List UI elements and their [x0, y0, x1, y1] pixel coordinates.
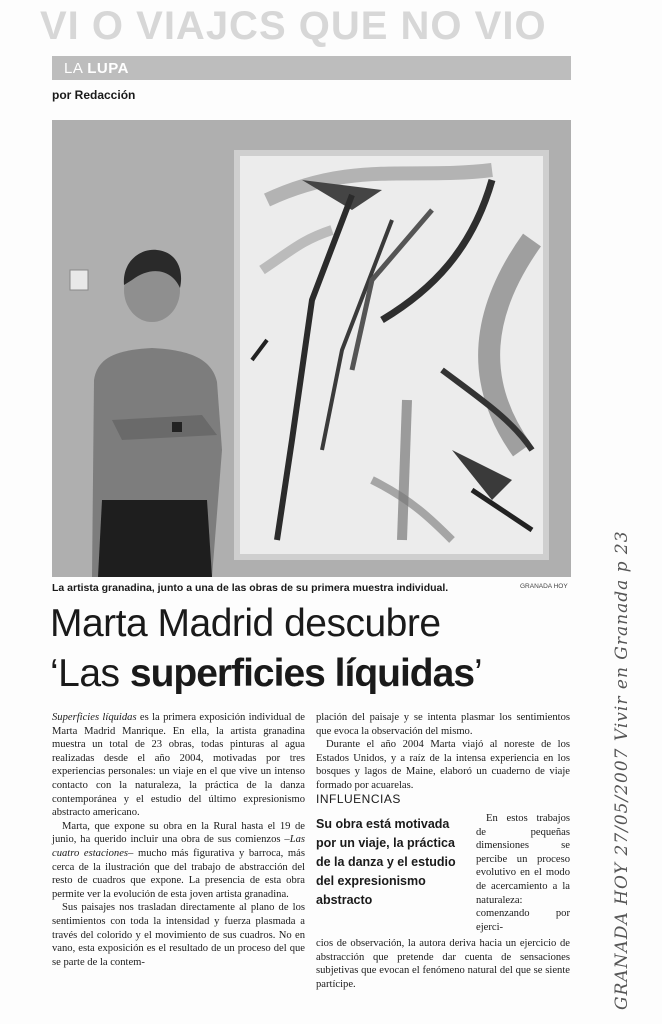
italic-title: Las cuatro estaciones — [52, 834, 305, 859]
paragraph — [52, 820, 305, 902]
handwritten-note: GRANADA HOY 27/05/2007 Vivir en Granada p 23 — [612, 530, 632, 1010]
paragraph: En estos trabajos de pequeñas dimensiones se percibe un proceso evolutivo en el modo de acercamiento a la naturaleza: comenzando por ejerci- — [476, 813, 570, 933]
paragraph-text: es la primera exposición individual de Marta Madrid Manrique. En ella, la artista granadina muestra un total de 23 obras, todas pinturas al agua realizadas desde el año 2004, motivadas por tres experiencias personales: un viaje en el que vive un intenso contacto con la naturaleza, la práctica de la danza contemporánea y el estudio del último expresionismo abstracto americano. — [52, 712, 305, 819]
section-name: LUPA — [87, 60, 129, 77]
section-bar — [52, 56, 571, 80]
italic-title: Superficies líquidas — [52, 712, 137, 723]
headline-quote-open: ‘Las — [50, 652, 130, 695]
headline-bold: superficies líquidas — [129, 652, 475, 695]
paragraph: Durante el año 2004 Marta viajó al noreste de los Estados Unidos, y a raíz de la intensa experiencia en los bosques y lagos de Maine, elaboró un cuaderno de viaje formado por acuarelas. — [316, 739, 570, 791]
paragraph: plación del paisaje y se intenta plasmar los sentimientos que evoca la observación del mismo. — [316, 712, 570, 737]
subhead: INFLUENCIAS — [316, 792, 401, 806]
photo-illustration — [52, 120, 571, 577]
bleed-through-text: VI O VIAJCS QUE NO VIO — [40, 4, 547, 48]
article-column-2-narrow — [476, 812, 570, 934]
paragraph-text: Marta, que expone su obra en la Rural hasta el 19 de junio, ha querido incluir una obra de sus comienzos – — [52, 820, 305, 846]
paragraph — [52, 901, 305, 969]
section-prefix: LA — [64, 60, 83, 77]
article-column-2-bottom — [316, 937, 570, 991]
paragraph-text: Sus paisajes nos trasladan directamente al plano de los sentimientos con toda la intensidad y fuerza plasmada a través del colorido y el movimiento de sus cuadros. No en vano, esta exposición es el resultado de un proceso del que se parte de la contem- — [52, 902, 305, 968]
headline-line-2 — [50, 650, 482, 698]
article-column-2-top — [316, 711, 570, 793]
headline-quote-close: ’ — [474, 652, 483, 695]
paragraph — [52, 711, 305, 820]
article-photo — [52, 120, 571, 577]
pull-quote: Su obra está motivada por un viaje, la práctica de la danza y el estudio del expresionismo abstracto — [316, 817, 456, 907]
photo-credit: GRANADA HOY — [520, 583, 568, 590]
byline: por Redacción — [52, 88, 136, 102]
paragraph-text: – mucho más figurativa y barroca, más cerca de la ilustración que del trabajo de abstracción del resto de cuadros que expone. La presencia de esta obra permite ver la evolución de esta joven artista granadina. — [52, 847, 305, 900]
article-column-1 — [52, 711, 305, 969]
section-label — [64, 60, 129, 77]
headline-line-1: Marta Madrid descubre — [50, 602, 441, 645]
paragraph: cios de observación, la autora deriva hacia un ejercicio de abstracción que pretende dar cuenta de sensaciones subjetivas que evocan el fenómeno natural del que se siente partícipe. — [316, 938, 570, 990]
photo-caption: La artista granadina, junto a una de las obras de su primera muestra individual. — [52, 582, 449, 594]
